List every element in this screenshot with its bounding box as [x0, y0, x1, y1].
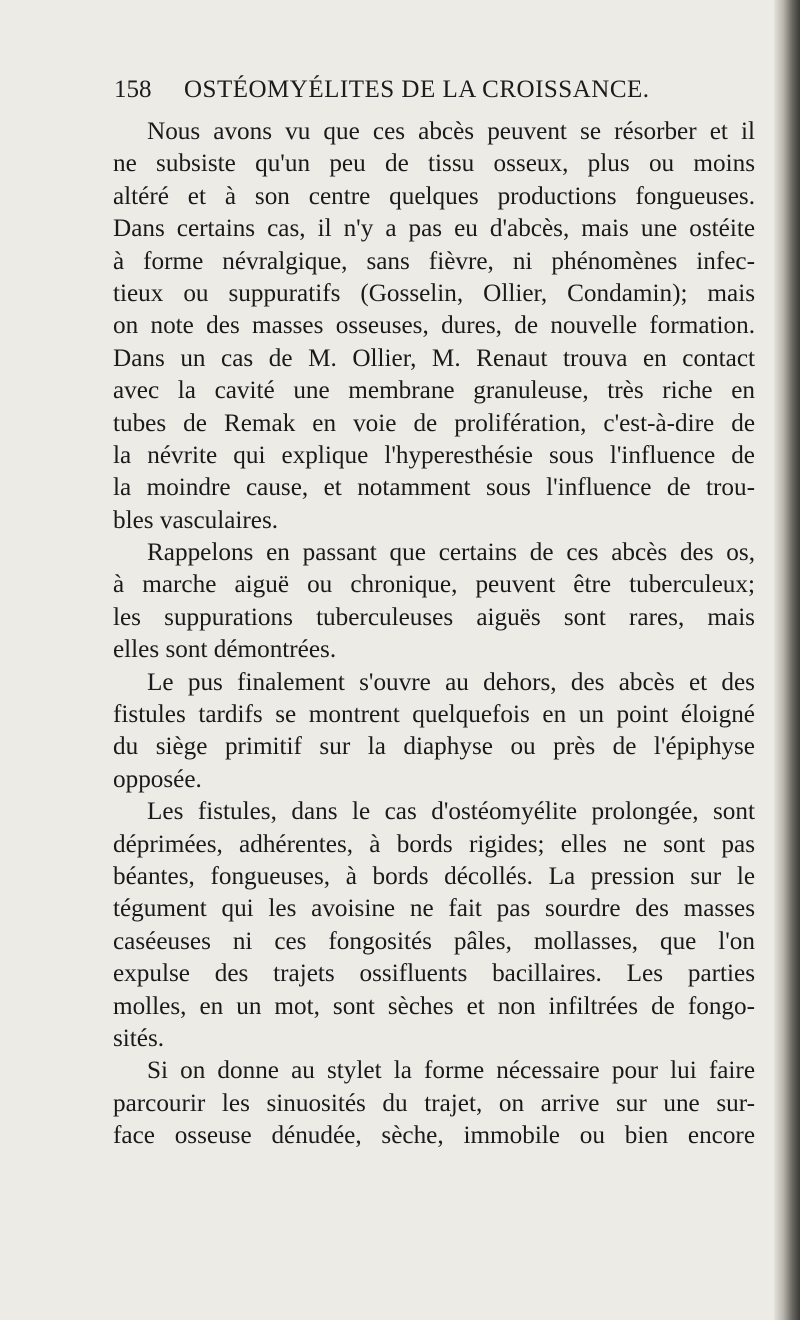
- text-line: Les fistules, dans le cas d'ostéomyélite prolongée, sont: [147, 798, 755, 826]
- text-line: Nous avons vu que ces abcès peuvent se résorber et il: [147, 118, 755, 145]
- text-line: tubes de Remak en voie de prolifération, c'est-à-dire de: [113, 409, 755, 437]
- text-line: à forme névralgique, sans fièvre, ni phénomènes infec-: [113, 247, 755, 275]
- text-line: tégument qui les avoisine ne fait pas sourdre des masses: [113, 895, 755, 923]
- page-edge-shadow: [774, 0, 800, 1320]
- text-line: Si on donne au stylet la forme nécessaire pour lui faire: [147, 1057, 755, 1085]
- text-line: parcourir les sinuosités du trajet, on arrive sur une sur-: [113, 1089, 755, 1117]
- running-header: [114, 76, 650, 104]
- text-line: la moindre cause, et notamment sous l'influence de trou-: [113, 474, 755, 502]
- text-line: ne subsiste qu'un peu de tissu osseux, plus ou moins: [113, 150, 755, 178]
- text-line: avec la cavité une membrane granuleuse, très riche en: [113, 377, 755, 405]
- text-line: bles vasculaires.: [113, 506, 279, 534]
- text-line: Dans certains cas, il n'y a pas eu d'abcès, mais une ostéite: [113, 215, 755, 243]
- text-line: on note des masses osseuses, dures, de nouvelle formation.: [113, 312, 755, 340]
- text-line: opposée.: [113, 765, 202, 793]
- text-line: elles sont démontrées.: [113, 636, 337, 664]
- text-line: molles, en un mot, sont sèches et non infiltrées de fongo-: [113, 992, 755, 1020]
- text-line: béantes, fongueuses, à bords décollés. La pression sur le: [113, 862, 755, 890]
- page-number: 158: [114, 76, 152, 103]
- text-line: Rappelons en passant que certains de ces abcès des os,: [147, 539, 755, 567]
- text-line: tieux ou suppuratifs (Gosselin, Ollier, Condamin); mais: [113, 279, 755, 307]
- text-line: caséeuses ni ces fongosités pâles, mollasses, que l'on: [113, 927, 755, 955]
- text-line: face osseuse dénudée, sèche, immobile ou bien encore: [113, 1122, 755, 1150]
- running-title: OSTÉOMYÉLITES DE LA CROISSANCE.: [184, 76, 650, 103]
- text-line: du siège primitif sur la diaphyse ou près de l'épiphyse: [113, 733, 755, 761]
- body-text: [113, 116, 755, 1153]
- text-line: Le pus finalement s'ouvre au dehors, des abcès et des: [147, 668, 755, 696]
- text-line: déprimées, adhérentes, à bords rigides; elles ne sont pas: [113, 830, 755, 858]
- text-line: à marche aiguë ou chronique, peuvent être tuberculeux;: [113, 571, 755, 599]
- text-line: expulse des trajets ossifluents bacillaires. Les parties: [113, 960, 755, 988]
- text-line: fistules tardifs se montrent quelquefois en un point éloigné: [113, 701, 755, 729]
- text-line: les suppurations tuberculeuses aiguës sont rares, mais: [113, 603, 755, 631]
- text-line: Dans un cas de M. Ollier, M. Renaut trouva en contact: [113, 344, 755, 372]
- text-line: la névrite qui explique l'hyperesthésie sous l'influence de: [113, 441, 755, 469]
- text-line: sités.: [113, 1024, 165, 1052]
- text-line: altéré et à son centre quelques productions fongueuses.: [113, 182, 755, 210]
